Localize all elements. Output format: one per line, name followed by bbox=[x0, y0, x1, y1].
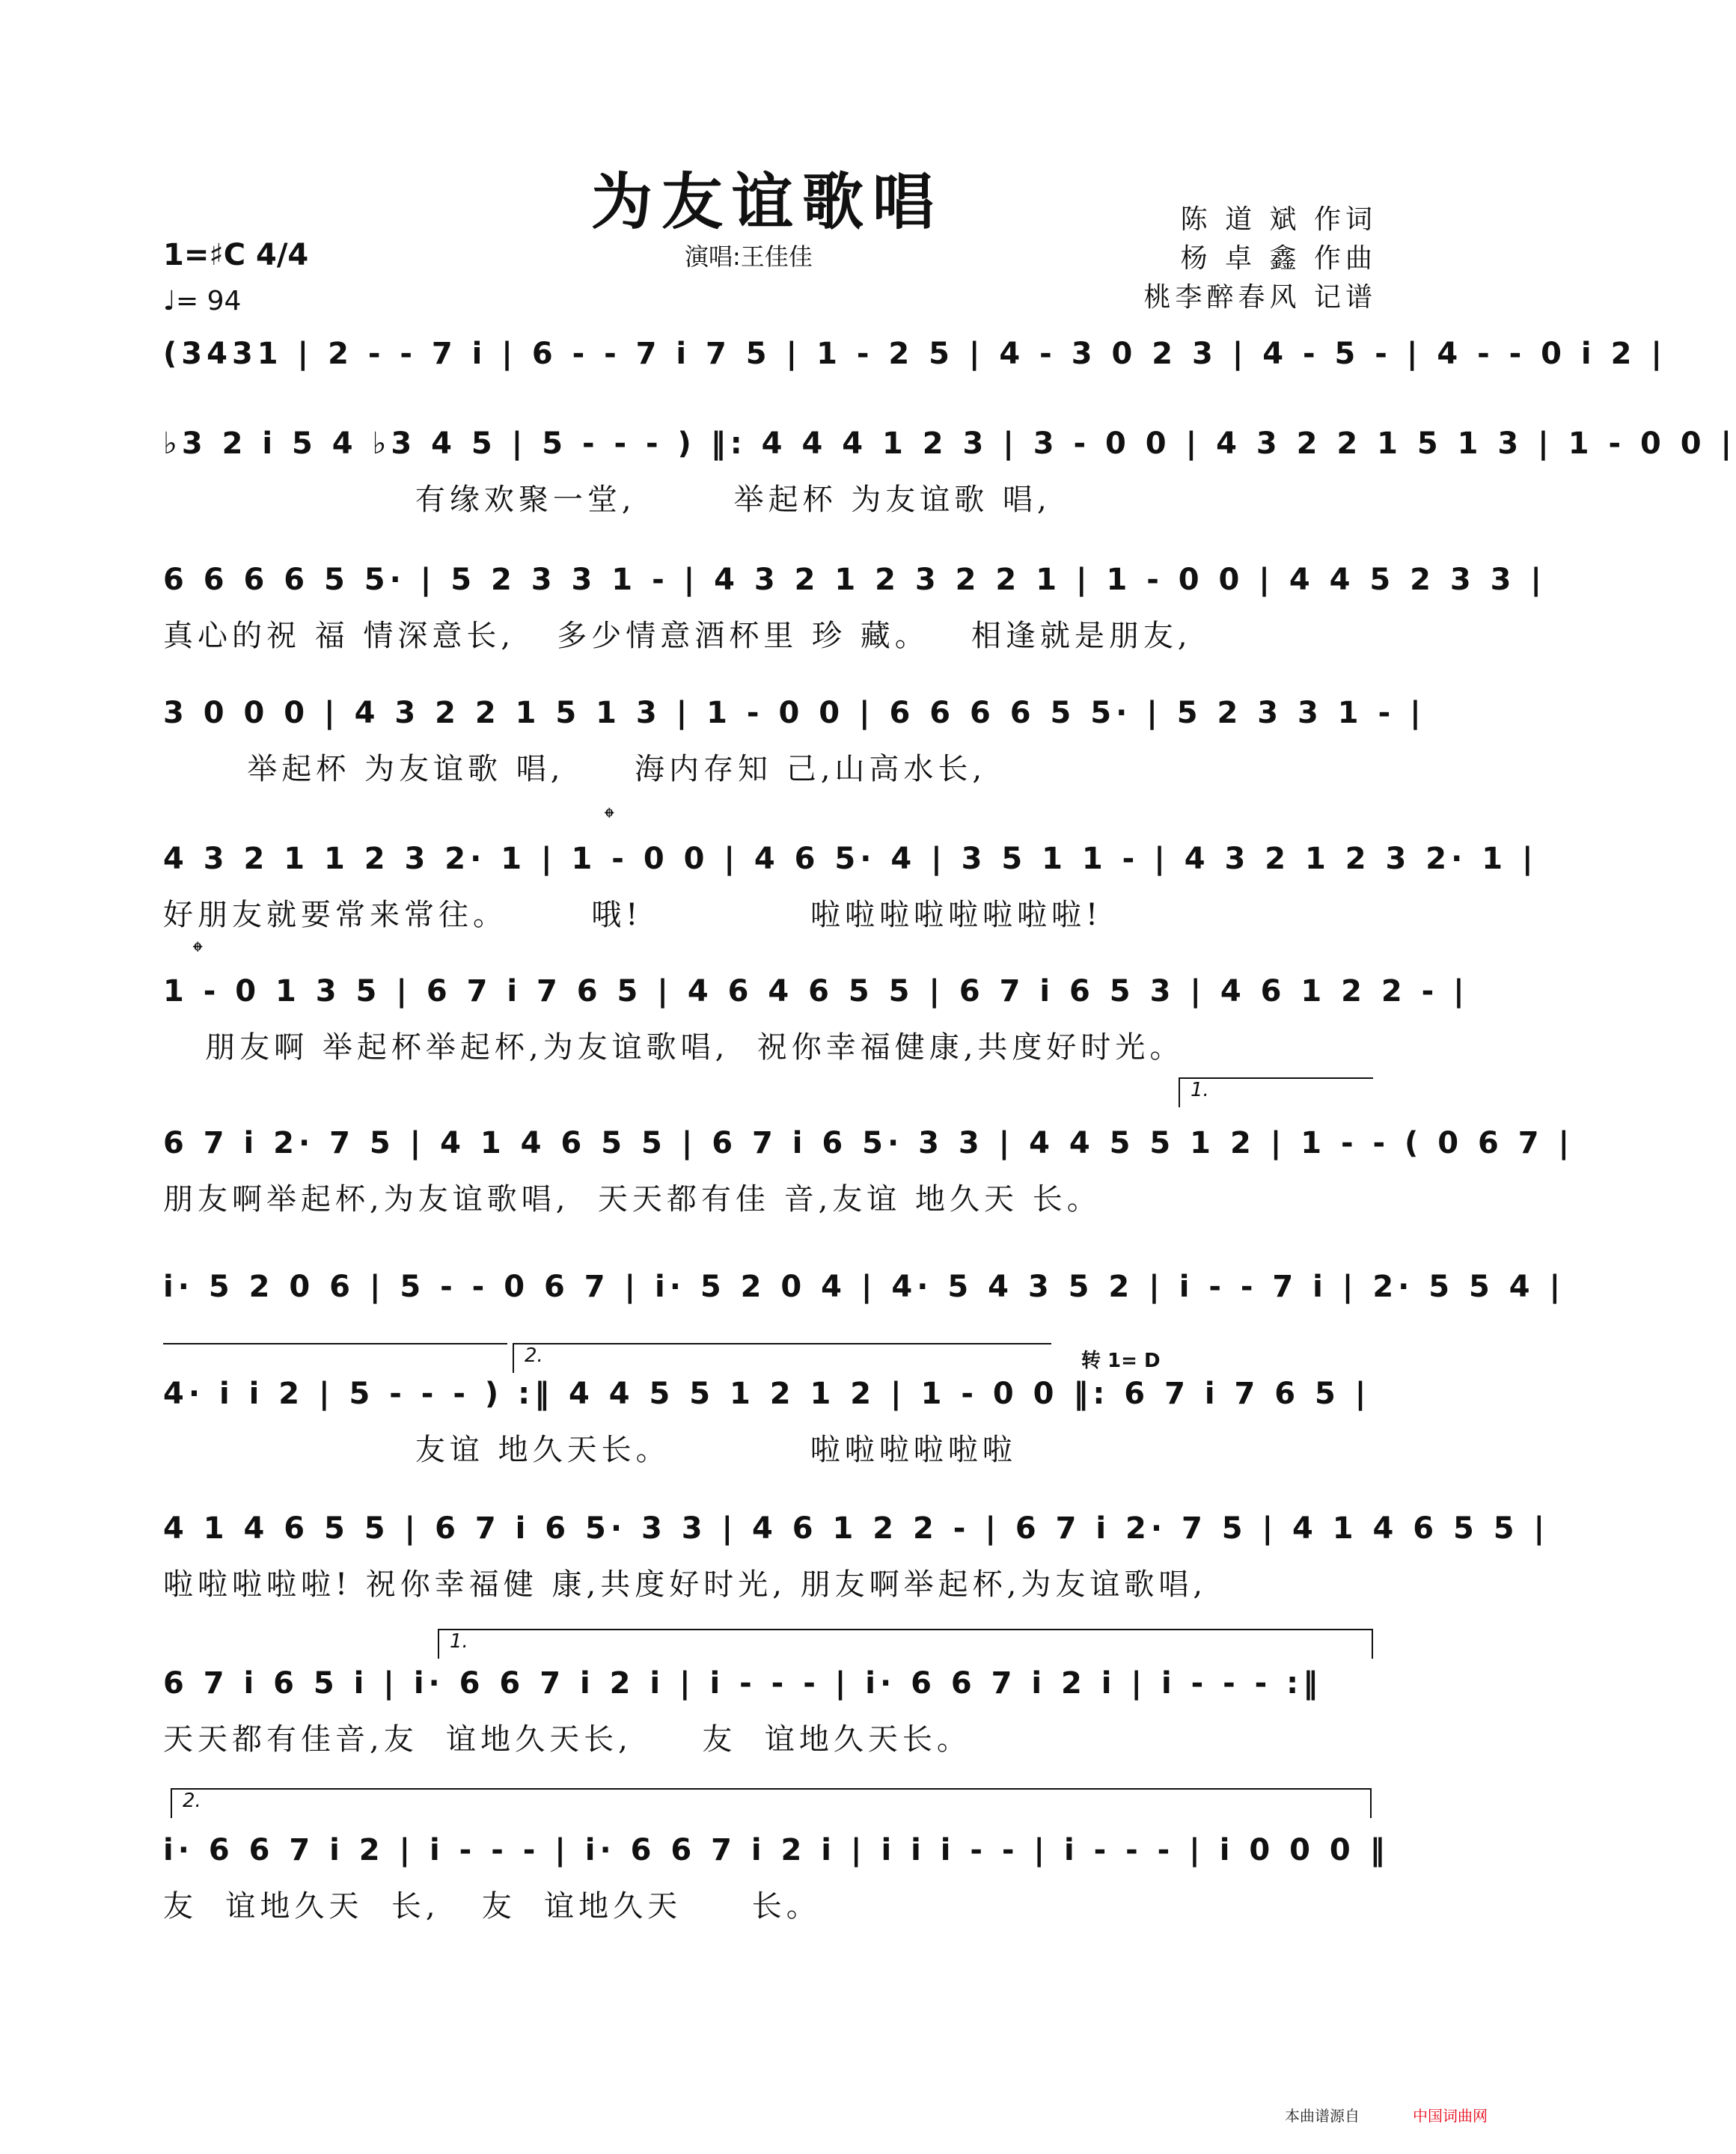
footer-site-link[interactable]: 中国词曲网 bbox=[1413, 2107, 1488, 2125]
composer-credit: 杨 卓 鑫 作曲 bbox=[1180, 243, 1377, 274]
notation-line: 4 3 2 1 1 2 3 2· 1 | 1 - 0 0 | 4 6 5· 4 | 3 5 1 1 - | 4 3 2 1 2 3 2· 1 | bbox=[163, 842, 1538, 876]
lyricist-credit: 陈 道 斌 作词 bbox=[1180, 204, 1377, 235]
notation-line: 6 7 i 2· 7 5 | 4 1 4 6 5 5 | 6 7 i 6 5· 3 3 | 4 4 5 5 1 2 | 1 - - ( 0 6 7 | bbox=[163, 1126, 1574, 1160]
notation-line: 6 7 i 6 5 i | i· 6 6 7 i 2 i | i - - - | i· 6 6 7 i 2 i | i - - - :‖ bbox=[163, 1666, 1323, 1701]
lyrics-line: 天天都有佳音,友 谊地久天长, 友 谊地久天长。 bbox=[163, 1722, 971, 1757]
notation-line: 1 - 0 1 3 5 | 6 7 i 7 6 5 | 4 6 4 6 5 5 | 6 7 i 6 5 3 | 4 6 1 2 2 - | bbox=[163, 974, 1469, 1009]
notation-line: i· 6 6 7 i 2 | i - - - | i· 6 6 7 i 2 i | i i i - - | i - - - | i 0 0 0 ‖ bbox=[163, 1833, 1390, 1867]
key-change-marking: 转 1= D bbox=[1081, 1350, 1161, 1372]
singer-credit: 演唱:王佳佳 bbox=[685, 242, 813, 271]
notation-line: 3 0 0 0 | 4 3 2 2 1 5 1 3 | 1 - 0 0 | 6 6 6 6 5 5· | 5 2 3 3 1 - | bbox=[163, 696, 1425, 730]
credits-block bbox=[1144, 201, 1377, 317]
side-watermark-right bbox=[1520, 45, 1529, 2110]
lyrics-line: 真心的祝 福 情深意长, 多少情意酒杯里 珍 藏。 相逢就是朋友, bbox=[163, 619, 1192, 653]
lyrics-line: 友谊 地久天长。 啦啦啦啦啦啦 bbox=[163, 1433, 1017, 1467]
notation-line: 6 6 6 6 5 5· | 5 2 3 3 1 - | 4 3 2 1 2 3 2 2 1 | 1 - 0 0 | 4 4 5 2 3 3 | bbox=[163, 563, 1546, 597]
tempo-marking: ♩= 94 bbox=[163, 286, 242, 316]
second-ending-bracket: 2. bbox=[513, 1343, 1051, 1373]
song-title: 为友谊歌唱 bbox=[590, 166, 943, 238]
lyrics-line: 朋友啊举起杯,为友谊歌唱, 天天都有佳 音,友谊 地久天 长。 bbox=[163, 1182, 1101, 1217]
key-signature: 1=♯C 4/4 bbox=[163, 238, 309, 272]
coda-sign: 𝄌 bbox=[193, 937, 203, 967]
transcriber-credit: 桃李醉春风 记谱 bbox=[1143, 282, 1377, 313]
coda-sign: 𝄌 bbox=[605, 803, 614, 833]
lyrics-line: 啦啦啦啦啦! 祝你幸福健 康,共度好时光, 朋友啊举起杯,为友谊歌唱, bbox=[163, 1567, 1208, 1602]
lyrics-line: 举起杯 为友谊歌 唱, 海内存知 己,山高水长, bbox=[163, 752, 987, 786]
first-ending-continuation bbox=[163, 1343, 507, 1344]
lyrics-line: 好朋友就要常来常往。 哦! 啦啦啦啦啦啦啦啦! bbox=[163, 898, 1103, 932]
second-ending-bracket: 2. bbox=[171, 1788, 1372, 1818]
notation-line: i· 5 2 0 6 | 5 - - 0 6 7 | i· 5 2 0 4 | 4· 5 4 3 5 2 | i - - 7 i | 2· 5 5 4 | bbox=[163, 1270, 1565, 1304]
first-ending-bracket: 1. bbox=[438, 1629, 1373, 1659]
first-ending-bracket: 1. bbox=[1179, 1077, 1373, 1107]
lyrics-line: 有缘欢聚一堂, 举起杯 为友谊歌 唱, bbox=[163, 483, 1051, 517]
notation-line: 4· i i 2 | 5 - - - ) :‖ 4 4 5 5 1 2 1 2 | 1 - 0 0 ‖: 6 7 i 7 6 5 | bbox=[163, 1377, 1371, 1411]
lyrics-line: 友 谊地久天 长, 友 谊地久天 长。 bbox=[163, 1889, 821, 1924]
footer-source-text: 本曲谱源自 bbox=[1285, 2107, 1360, 2125]
notation-line: (3431 | 2 - - 7 i | 6 - - 7 i 7 5 | 1 - 2 5 | 4 - 3 0 2 3 | 4 - 5 - | 4 - - 0 i 2 | bbox=[163, 337, 1666, 371]
side-watermark-left bbox=[4, 45, 13, 2110]
notation-line: ♭3 2 i 5 4 ♭3 4 5 | 5 - - - ) ‖: 4 4 4 1 2 3 | 3 - 0 0 | 4 3 2 2 1 5 1 3 | 1 - 0 0 | bbox=[163, 426, 1736, 461]
lyrics-line: 朋友啊 举起杯举起杯,为友谊歌唱, 祝你幸福健康,共度好时光。 bbox=[163, 1030, 1185, 1065]
notation-line: 4 1 4 6 5 5 | 6 7 i 6 5· 3 3 | 4 6 1 2 2 - | 6 7 i 2· 7 5 | 4 1 4 6 5 5 | bbox=[163, 1511, 1550, 1546]
